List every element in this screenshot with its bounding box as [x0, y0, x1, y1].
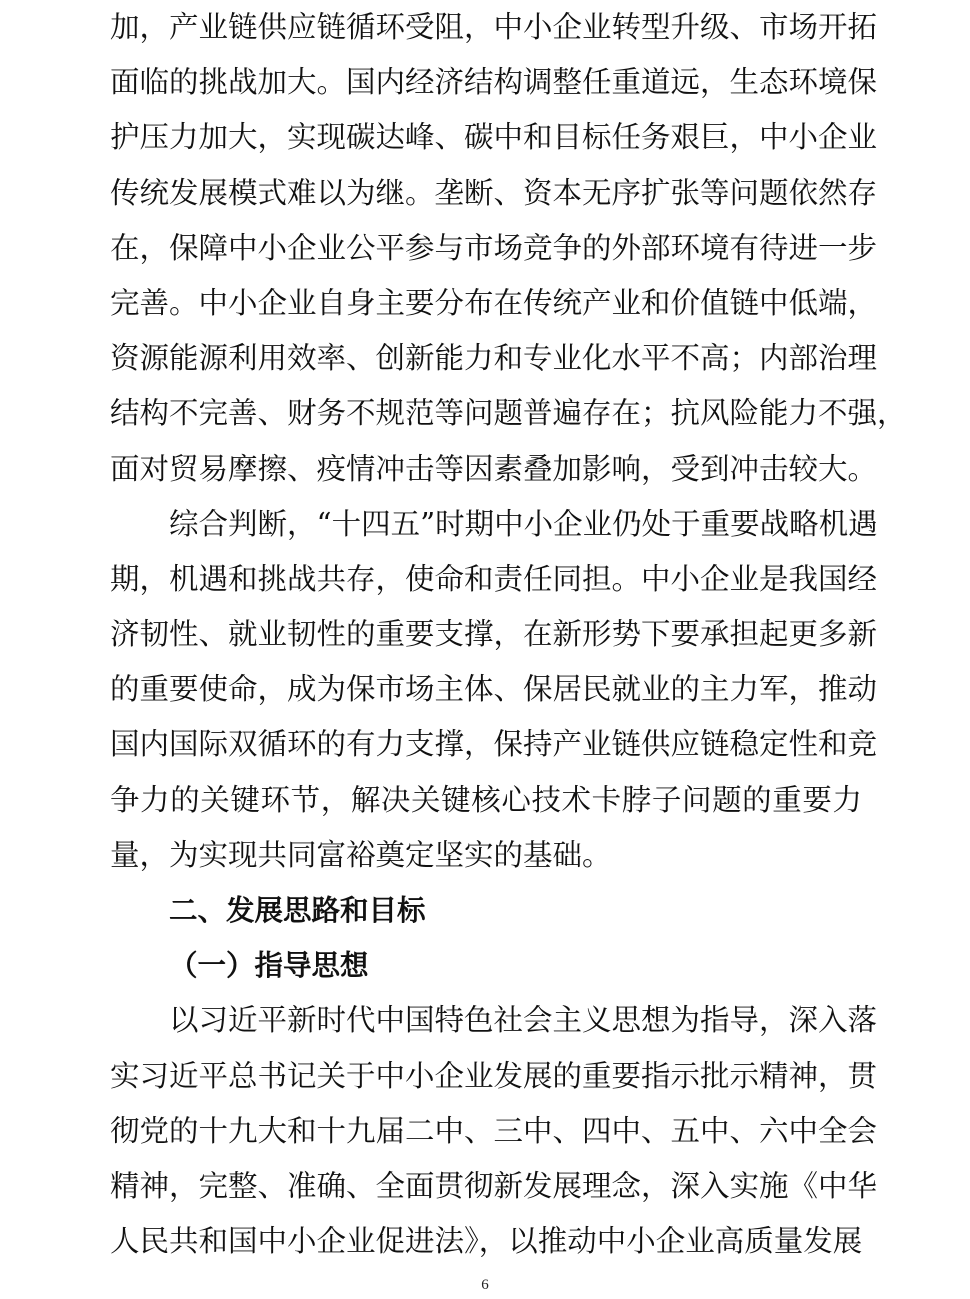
text-line: 量，为实现共同富裕奠定坚实的基础。: [110, 837, 612, 872]
subsection-heading: （一）指导思想: [169, 949, 369, 983]
text-line: 国内国际双循环的有力支撑，保持产业链供应链稳定性和竞: [110, 727, 878, 762]
text-line: 的重要使命，成为保市场主体、保居民就业的主力军，推动: [110, 672, 878, 707]
text-line: 实习近平总书记关于中小企业发展的重要指示批示精神，贯: [110, 1058, 878, 1093]
text-line: 在，保障中小企业公平参与市场竞争的外部环境有待进一步: [110, 230, 878, 265]
text-line: 争力的关键环节，解决关键核心技术卡脖子问题的重要力: [110, 782, 862, 817]
section-heading: 二、发展思路和目标: [169, 894, 426, 927]
text-line: 期，机遇和挑战共存，使命和责任同担。中小企业是我国经: [110, 561, 878, 596]
text-line: 护压力加大，实现碳达峰、碳中和目标任务艰巨，中小企业: [110, 120, 878, 155]
text-line: 传统发展模式难以为继。垄断、资本无序扩张等问题依然存: [110, 175, 878, 210]
text-line: 加，产业链供应链循环受阻，中小企业转型升级、市场开拓: [110, 10, 878, 44]
text-line: 彻党的十九大和十九届二中、三中、四中、五中、六中全会: [110, 1113, 878, 1148]
page-number: 6: [481, 1277, 489, 1293]
text-line: 面对贸易摩擦、疫情冲击等因素叠加影响，受到冲击较大。: [110, 451, 878, 486]
text-line: 济韧性、就业韧性的重要支撑，在新形势下要承担起更多新: [110, 617, 878, 652]
paragraph-first-line: 综合判断，“十四五”时期中小企业仍处于重要战略机遇: [169, 506, 878, 541]
paragraph-first-line: 以习近平新时代中国特色社会主义思想为指导，深入落: [169, 1003, 878, 1038]
text-line: 结构不完善、财务不规范等问题普遍存在；抗风险能力不强，: [110, 396, 907, 431]
text-line: 完善。中小企业自身主要分布在传统产业和价值链中低端，: [110, 285, 878, 320]
text-line: 人民共和国中小企业促进法》，以推动中小企业高质量发展: [110, 1224, 863, 1259]
text-line: 资源能源利用效率、创新能力和专业化水平不高；内部治理: [110, 341, 878, 376]
text-line: 精神，完整、准确、全面贯彻新发展理念，深入实施《中华: [110, 1168, 878, 1203]
document-body: [110, 0, 907, 1269]
text-line: 面临的挑战加大。国内经济结构调整任重道远，生态环境保: [110, 65, 878, 100]
